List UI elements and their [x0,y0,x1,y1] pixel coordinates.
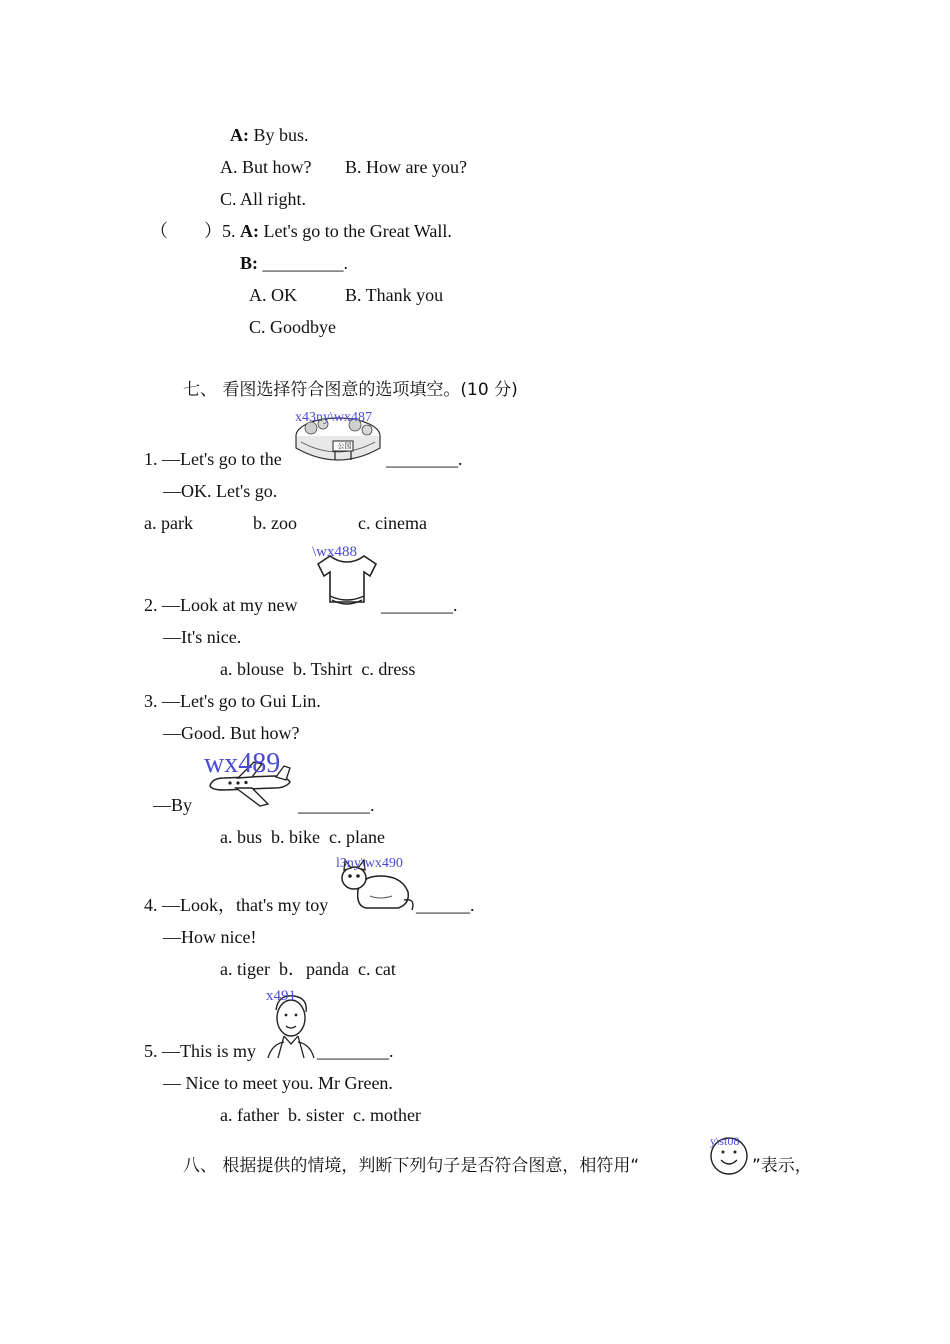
answer-bracket: （ ）5. [150,221,236,241]
father-picture [264,988,318,1060]
speaker-b: B: [240,253,258,273]
q4-blank: ______. [416,895,475,915]
q3-options: a. bus b. bike c. plane [220,827,385,847]
speaker-a: A: [240,221,259,241]
q4-answer-line [230,124,309,146]
q4-options: a. tiger b．panda c. cat [220,959,396,979]
q5-question-line [150,220,452,242]
q1-option-b: b. zoo [253,513,297,533]
speaker-a: A: [230,125,249,145]
q5-option-b: B. Thank you [345,285,444,305]
watermark: x491 [266,988,296,1004]
q3-blank: ________. [298,795,375,815]
section8-title-start: 八、 根据提供的情境，判断下列句子是否符合图意，相符用“ [183,1156,640,1176]
q2-options: a. blouse b. Tshirt c. dress [220,659,416,679]
watermark: wx489 [204,748,281,779]
q1-line2: —OK. Let's go. [163,481,278,501]
q5-a-text: Let's go to the Great Wall. [263,221,452,241]
answer-text: By bus. [253,125,309,145]
q4-line1: 4. —Look，that's my toy [144,895,329,915]
q4-option-c: C. All right. [220,189,307,209]
watermark: l3ny\wx490 [336,856,403,871]
q2-line2: —It's nice. [163,627,242,647]
q1-option-c: c. cinema [358,513,427,533]
park-picture [293,410,383,466]
q4-line2: —How nice! [163,927,257,947]
q5-option-c: C. Goodbye [249,317,336,337]
q5-option-a: A. OK [249,285,297,305]
q3-line2: —Good. But how? [163,723,300,743]
q4-option-b: B. How are you? [345,157,467,177]
watermark: x43ny\wx487 [295,410,372,425]
q5-options: a. father b. sister c. mother [220,1105,421,1125]
q5-line1: 5. —This is my [144,1041,257,1061]
q4-option-a: A. But how? [220,157,312,177]
cat-picture [336,856,416,914]
smiley-picture [706,1134,752,1176]
q1-blank: ________. [386,449,463,469]
q5-blank: ________. [317,1041,394,1061]
q5-b-line [240,252,348,274]
watermark: \wx488 [312,544,357,560]
q1-option-a: a. park [144,513,193,533]
q5-line2: — Nice to meet you. Mr Green. [163,1073,393,1093]
q2-line1: 2. —Look at my new [144,595,298,615]
park-sign: 公园 [337,442,352,450]
q2-blank: ________. [381,595,458,615]
section8-title-end: ”表示， [752,1156,812,1176]
plane-picture [202,748,294,810]
q3-line3: —By [153,795,193,815]
q3-line1: 3. —Let's go to Gui Lin. [144,691,321,711]
q1-line1: 1. —Let's go to the [144,449,282,469]
tshirt-picture [308,544,380,610]
watermark: y\st08 [710,1134,740,1148]
section7-title: 七、 看图选择符合图意的选项填空。(10 分) [183,380,518,400]
q5-b-blank: _________. [262,253,348,273]
